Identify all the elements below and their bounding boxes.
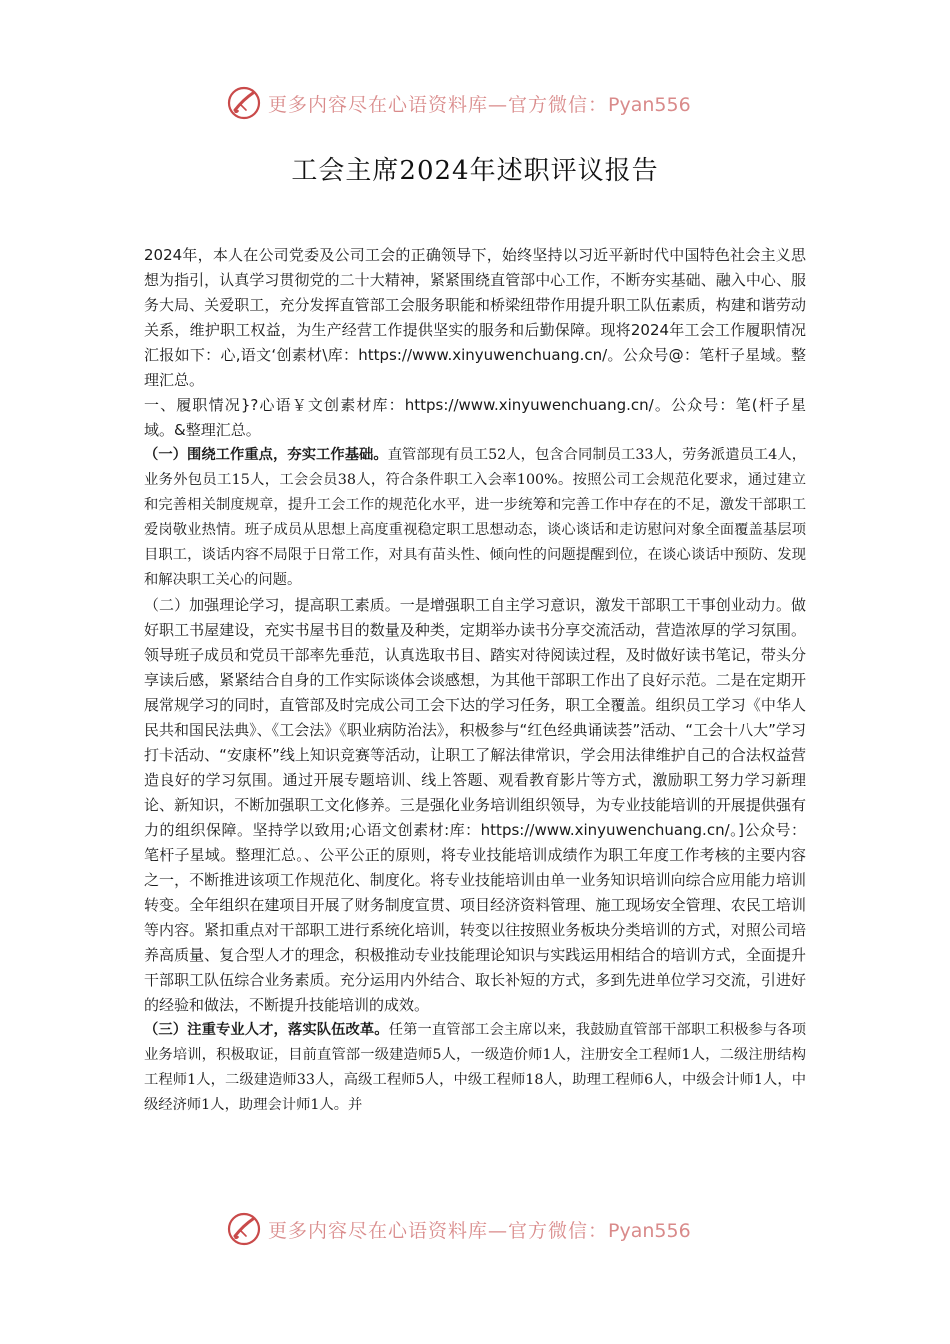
brush-logo-icon	[226, 1211, 262, 1247]
paragraph-intro: 2024年，本人在公司党委及公司工会的正确领导下，始终坚持以习近平新时代中国特色社会主义思想为指引，认真学习贯彻党的二十大精神，紧紧围绕直管部中心工作，不断夯实基础、融入中心、服务大局、关爱职工，充分发挥直管部工会服务职能和桥梁纽带作用提升职工队伍素质，构建和谐劳动关系，维护职工权益，为生产经营工作提供坚实的服务和后勤保障。现将2024年工会工作履职情况汇报如下：心,语文‘创素材\库：https://www.xinyuwenchuang.cn/。公众号@：笔杆子星域。整理汇总。	[144, 246, 806, 389]
paragraph-3-heading: （三）注重专业人才，落实队伍改革。	[144, 1022, 389, 1038]
brush-logo-icon	[226, 85, 262, 121]
paragraph-2: （二）加强理论学习，提高职工素质。一是增强职工自主学习意识，激发干部职工干事创业动力。做好职工书屋建设，充实书屋书目的数量及种类，定期举办读书分享交流活动，营造浓厚的学习氛围。领导班子成员和党员干部率先垂范，认真选取书目、踏实对待阅读过程，及时做好读书笔记，带头分享读后感，紧紧结合自身的工作实际谈体会谈感想，为其他干部职工作出了良好示范。二是在定期开展常规学习的同时，直管部及时完成公司工会下达的学习任务，职工全覆盖。组织员工学习《中华人民共和国民法典》、《工会法》《职业病防治法》，积极参与“红色经典诵读荟”活动、“工会十八大”学习打卡活动、“安康杯”线上知识竞赛等活动，让职工了解法律常识，学会用法律维护自己的合法权益营造良好的学习氛围。通过开展专题培训、线上答题、观看教育影片等方式，激励职工努力学习新理论、新知识，不断加强职工文化修养。三是强化业务培训组织领导，为专业技能培训的开展提供强有力的组织保障。坚持学以致用;心语文创素材:库：https://www.xinyuwenchuang.cn/。]公众号：笔杆子星域。整理汇总。、公平公正的原则，将专业技能培训成绩作为职工年度工作考核的主要内容之一，不断推进该项工作规范化、制度化。将专业技能培训由单一业务知识培训向综合应用能力培训转变。全年组织在建项目开展了财务制度宣贯、项目经济资料管理、施工现场安全管理、农民工培训等内容。紧扣重点对干部职工进行系统化培训，转变以往按照业务板块分类培训的方式，对照公司培养高质量、复合型人才的理念，积极推动专业技能理论知识与实践运用相结合的培训方式，全面提升干部职工队伍综合业务素质。充分运用内外结合、取长补短的方式，多到先进单位学习交流，引进好的经验和做法，不断提升技能培训的成效。	[144, 596, 806, 1014]
section-heading: 一、履职情况}?心语￥文创素材库：https://www.xinyuwenchuang.cn/。公众号：笔(杆子星域。&整理汇总。	[144, 396, 806, 439]
banner-text: 更多内容尽在心语资料库—官方微信：	[268, 93, 609, 116]
header-banner	[226, 83, 746, 123]
banner-wechat-id: Pyan556	[608, 93, 691, 116]
document-body	[144, 243, 806, 1118]
paragraph-3	[144, 1018, 806, 1118]
paragraph-1-body: 直管部现有员工52人，包含合同制员工33人，劳务派遣员工4人，业务外包员工15人，工会会员38人，符合条件职工入会率100%。按照公司工会规范化要求，通过建立和完善相关制度规章，提升工会工作的规范化水平，进一步统筹和完善工作中存在的不足，激发干部职工爱岗敬业热情。班子成员从思想上高度重视稳定职工思想动态，谈心谈话和走访慰问对象全面覆盖基层项目职工，谈话内容不局限于日常工作，对具有苗头性、倾向性的问题提醒到位，在谈心谈话中预防、发现和解决职工关心的问题。	[144, 447, 807, 588]
paragraph-3-body: 任第一直管部工会主席以来，我鼓励直管部干部职工积极参与各项业务培训，积极取证，目前直管部一级建造师5人，一级造价师1人，注册安全工程师1人，二级注册结构工程师1人，二级建造师33人，高级工程师5人，中级工程师18人，助理工程师6人，中级会计师1人，中级经济师1人，助理会计师1人。并	[144, 1022, 806, 1113]
paragraph-1-heading: （一）围绕工作重点，夯实工作基础。	[144, 447, 388, 463]
banner-wechat-id: Pyan556	[608, 1219, 691, 1242]
footer-banner	[226, 1209, 746, 1249]
paragraph-1	[144, 443, 806, 593]
document-title: 工会主席2024年述职评议报告	[291, 156, 659, 186]
banner-text: 更多内容尽在心语资料库—官方微信：	[268, 1219, 609, 1242]
